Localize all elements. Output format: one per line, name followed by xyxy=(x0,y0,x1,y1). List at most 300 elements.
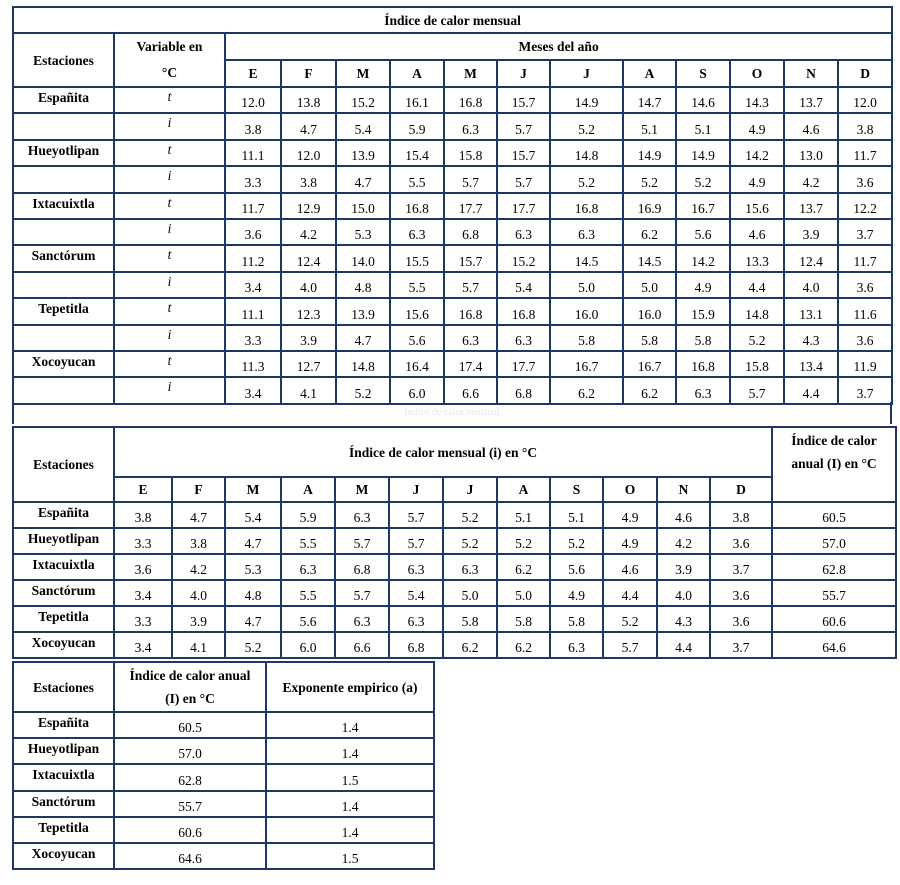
month-header: J xyxy=(497,60,550,87)
heat-index-value: 5.0 xyxy=(497,580,550,606)
annual-index-value: 60.6 xyxy=(114,817,266,843)
variable-t: t xyxy=(114,140,225,166)
table-title: Índice de calor mensual xyxy=(13,7,892,33)
station-name: Hueyotlipan xyxy=(13,738,114,764)
temperature-value: 15.9 xyxy=(676,298,730,324)
heat-index-value: 4.9 xyxy=(603,528,657,554)
month-header: N xyxy=(657,477,710,502)
heat-index-value: 5.8 xyxy=(623,325,676,351)
table-row xyxy=(13,87,892,113)
table-row xyxy=(13,843,434,869)
annual-index-value: 55.7 xyxy=(772,580,896,606)
heat-index-value: 5.0 xyxy=(443,580,497,606)
heat-index-value: 4.2 xyxy=(172,554,225,580)
heat-index-value: 3.8 xyxy=(172,528,225,554)
heat-index-value: 6.8 xyxy=(335,554,389,580)
heat-index-value: 5.5 xyxy=(281,580,335,606)
table-row xyxy=(13,219,892,245)
heat-index-value: 3.4 xyxy=(114,580,172,606)
variable-header-line-2: °C xyxy=(161,65,178,80)
variable-i: i xyxy=(114,377,225,403)
heat-index-value: 5.7 xyxy=(603,632,657,658)
heat-index-value: 3.4 xyxy=(225,272,281,298)
heat-index-value: 3.4 xyxy=(114,632,172,658)
temperature-value: 16.0 xyxy=(623,298,676,324)
annual-index-header-line-1: Índice de calor anual xyxy=(129,668,251,683)
months-header: Meses del año xyxy=(225,33,892,60)
heat-index-value: 6.3 xyxy=(444,113,497,139)
station-name: Ixtacuixtla xyxy=(13,764,114,790)
table-row xyxy=(13,298,892,324)
table-row xyxy=(13,764,434,790)
temperature-value: 12.0 xyxy=(281,140,336,166)
heat-index-value: 5.9 xyxy=(281,502,335,528)
temperature-value: 14.9 xyxy=(623,140,676,166)
separator-row xyxy=(12,402,892,424)
heat-index-value: 3.7 xyxy=(838,377,892,403)
table-row xyxy=(13,580,896,606)
annual-index-value: 62.8 xyxy=(114,764,266,790)
heat-index-value: 5.2 xyxy=(676,166,730,192)
heat-index-value: 4.6 xyxy=(603,554,657,580)
station-name: Españita xyxy=(13,502,114,528)
month-header: S xyxy=(550,477,603,502)
heat-index-value: 6.8 xyxy=(444,219,497,245)
table-row xyxy=(13,502,896,528)
temperature-value: 13.7 xyxy=(784,87,838,113)
temperature-value: 12.4 xyxy=(784,245,838,271)
heat-index-value: 4.4 xyxy=(603,580,657,606)
heat-index-value: 4.0 xyxy=(172,580,225,606)
heat-index-value: 3.6 xyxy=(838,166,892,192)
heat-index-value: 4.7 xyxy=(225,528,281,554)
heat-index-value: 5.2 xyxy=(497,528,550,554)
heat-index-value: 5.5 xyxy=(390,166,444,192)
temperature-value: 11.3 xyxy=(225,351,281,377)
heat-index-value: 3.8 xyxy=(225,113,281,139)
separator-text: Índice de calor mensual xyxy=(404,407,500,418)
heat-index-value: 3.6 xyxy=(710,528,772,554)
heat-index-value: 6.3 xyxy=(676,377,730,403)
heat-index-value: 4.3 xyxy=(657,606,710,632)
station-name-empty xyxy=(13,377,114,403)
temperature-value: 16.8 xyxy=(676,351,730,377)
heat-index-value: 5.8 xyxy=(550,606,603,632)
temperature-value: 11.6 xyxy=(838,298,892,324)
temperature-value: 17.4 xyxy=(444,351,497,377)
table-row xyxy=(13,791,434,817)
temperature-value: 16.7 xyxy=(676,193,730,219)
heat-index-value: 6.0 xyxy=(281,632,335,658)
table-row xyxy=(13,554,896,580)
temperature-value: 15.0 xyxy=(336,193,390,219)
heat-index-value: 6.3 xyxy=(335,502,389,528)
heat-index-value: 5.8 xyxy=(550,325,623,351)
station-name-empty xyxy=(13,166,114,192)
heat-index-value: 3.9 xyxy=(657,554,710,580)
heat-index-value: 3.9 xyxy=(172,606,225,632)
heat-index-value: 6.2 xyxy=(443,632,497,658)
heat-index-value: 3.9 xyxy=(281,325,336,351)
heat-index-value: 5.7 xyxy=(335,528,389,554)
temperature-value: 11.7 xyxy=(225,193,281,219)
heat-index-value: 5.7 xyxy=(389,528,443,554)
heat-index-value: 5.1 xyxy=(497,502,550,528)
heat-index-value: 4.2 xyxy=(657,528,710,554)
heat-index-value: 5.7 xyxy=(497,113,550,139)
temperature-value: 11.1 xyxy=(225,298,281,324)
temperature-value: 17.7 xyxy=(497,351,550,377)
temperature-value: 15.4 xyxy=(390,140,444,166)
month-header: S xyxy=(676,60,730,87)
heat-index-value: 3.6 xyxy=(838,325,892,351)
month-header: A xyxy=(281,477,335,502)
temperature-value: 15.8 xyxy=(444,140,497,166)
variable-t: t xyxy=(114,87,225,113)
heat-index-value: 5.7 xyxy=(389,502,443,528)
annual-index-value: 60.5 xyxy=(772,502,896,528)
temperature-value: 17.7 xyxy=(497,193,550,219)
heat-index-value: 4.8 xyxy=(225,580,281,606)
station-name: Hueyotlipan xyxy=(13,140,114,166)
table-row xyxy=(13,351,892,377)
annual-index-value: 57.0 xyxy=(772,528,896,554)
heat-index-value: 4.4 xyxy=(784,377,838,403)
heat-index-value: 5.7 xyxy=(335,580,389,606)
heat-index-value: 6.3 xyxy=(550,219,623,245)
heat-index-value: 6.3 xyxy=(389,606,443,632)
heat-index-value: 6.2 xyxy=(623,219,676,245)
heat-index-value: 3.3 xyxy=(114,606,172,632)
heat-index-value: 5.2 xyxy=(550,166,623,192)
heat-index-value: 4.9 xyxy=(550,580,603,606)
heat-index-value: 4.7 xyxy=(281,113,336,139)
variable-i: i xyxy=(114,219,225,245)
heat-index-value: 4.6 xyxy=(730,219,784,245)
heat-index-value: 6.3 xyxy=(497,219,550,245)
temperature-value: 14.9 xyxy=(550,87,623,113)
temperature-value: 13.0 xyxy=(784,140,838,166)
stations-header: Estaciones xyxy=(13,427,114,502)
heat-index-value: 6.3 xyxy=(389,554,443,580)
variable-i: i xyxy=(114,325,225,351)
heat-index-value: 4.2 xyxy=(784,166,838,192)
table-row xyxy=(13,606,896,632)
temperature-value: 15.6 xyxy=(730,193,784,219)
heat-index-value: 5.4 xyxy=(389,580,443,606)
heat-index-value: 6.3 xyxy=(390,219,444,245)
heat-index-value: 4.9 xyxy=(603,502,657,528)
variable-t: t xyxy=(114,193,225,219)
heat-index-value: 5.7 xyxy=(730,377,784,403)
temperature-value: 16.1 xyxy=(390,87,444,113)
temperature-value: 13.4 xyxy=(784,351,838,377)
heat-index-value: 5.6 xyxy=(281,606,335,632)
heat-index-value: 3.4 xyxy=(225,377,281,403)
annual-index-value: 64.6 xyxy=(114,843,266,869)
heat-index-value: 4.1 xyxy=(281,377,336,403)
temperature-value: 13.9 xyxy=(336,298,390,324)
station-name: Xocoyucan xyxy=(13,632,114,658)
station-name-empty xyxy=(13,113,114,139)
variable-header xyxy=(114,33,225,87)
temperature-value: 12.3 xyxy=(281,298,336,324)
stations-header: Estaciones xyxy=(13,33,114,87)
temperature-value: 14.5 xyxy=(550,245,623,271)
heat-index-value: 6.2 xyxy=(497,632,550,658)
table-row xyxy=(13,632,896,658)
temperature-value: 12.4 xyxy=(281,245,336,271)
annual-index-header xyxy=(114,662,266,712)
temperature-value: 14.3 xyxy=(730,87,784,113)
temperature-value: 15.7 xyxy=(497,140,550,166)
temperature-value: 14.8 xyxy=(550,140,623,166)
station-name: Sanctórum xyxy=(13,245,114,271)
exponent-value: 1.4 xyxy=(266,738,434,764)
heat-index-value: 6.3 xyxy=(497,325,550,351)
heat-index-value: 5.3 xyxy=(225,554,281,580)
temperature-value: 11.9 xyxy=(838,351,892,377)
annual-index-value: 62.8 xyxy=(772,554,896,580)
temperature-value: 15.7 xyxy=(444,245,497,271)
station-name-empty xyxy=(13,219,114,245)
temperature-value: 16.8 xyxy=(497,298,550,324)
annual-index-header-line-1: Índice de calor xyxy=(791,433,877,448)
temperature-value: 13.8 xyxy=(281,87,336,113)
heat-index-value: 5.7 xyxy=(497,166,550,192)
heat-index-value: 3.8 xyxy=(838,113,892,139)
heat-index-value: 5.2 xyxy=(443,502,497,528)
heat-index-value: 5.2 xyxy=(336,377,390,403)
temperature-value: 14.7 xyxy=(623,87,676,113)
heat-index-value: 5.5 xyxy=(281,528,335,554)
heat-index-value: 6.3 xyxy=(444,325,497,351)
heat-index-value: 5.7 xyxy=(444,272,497,298)
heat-index-value: 6.2 xyxy=(550,377,623,403)
temperature-value: 13.7 xyxy=(784,193,838,219)
month-header: M xyxy=(225,477,281,502)
heat-index-value: 4.7 xyxy=(336,325,390,351)
heat-index-value: 3.6 xyxy=(114,554,172,580)
temperature-value: 13.9 xyxy=(336,140,390,166)
temperature-value: 16.8 xyxy=(550,193,623,219)
annual-index-header xyxy=(772,427,896,502)
heat-index-value: 6.2 xyxy=(623,377,676,403)
heat-index-value: 3.6 xyxy=(225,219,281,245)
annual-index-header-line-2: (I) en °C xyxy=(165,691,215,706)
temperature-value: 16.0 xyxy=(550,298,623,324)
variable-t: t xyxy=(114,351,225,377)
heat-index-value: 6.8 xyxy=(497,377,550,403)
exponent-value: 1.4 xyxy=(266,817,434,843)
annual-index-value: 55.7 xyxy=(114,791,266,817)
station-name: Xocoyucan xyxy=(13,351,114,377)
table-row xyxy=(13,738,434,764)
station-name: Xocoyucan xyxy=(13,843,114,869)
temperature-value: 16.7 xyxy=(550,351,623,377)
heat-index-value: 4.1 xyxy=(172,632,225,658)
table-row xyxy=(13,817,434,843)
table-row xyxy=(13,140,892,166)
heat-index-value: 3.9 xyxy=(784,219,838,245)
heat-index-value: 5.2 xyxy=(603,606,657,632)
station-name: Ixtacuixtla xyxy=(13,193,114,219)
table-row xyxy=(13,272,892,298)
temperature-value: 11.7 xyxy=(838,140,892,166)
heat-index-value: 3.3 xyxy=(114,528,172,554)
station-name: Sanctórum xyxy=(13,791,114,817)
temperature-value: 11.1 xyxy=(225,140,281,166)
variable-header-line-1: Variable en xyxy=(136,39,203,54)
heat-index-value: 6.3 xyxy=(281,554,335,580)
temperature-value: 12.2 xyxy=(838,193,892,219)
heat-index-value: 3.7 xyxy=(838,219,892,245)
annual-index-value: 60.5 xyxy=(114,712,266,738)
heat-index-value: 3.6 xyxy=(838,272,892,298)
heat-index-value: 4.3 xyxy=(784,325,838,351)
heat-index-value: 6.0 xyxy=(390,377,444,403)
heat-index-value: 5.8 xyxy=(443,606,497,632)
temperature-value: 15.6 xyxy=(390,298,444,324)
temperature-value: 16.8 xyxy=(444,298,497,324)
temperature-value: 14.2 xyxy=(730,140,784,166)
temperature-value: 14.6 xyxy=(676,87,730,113)
heat-index-value: 4.7 xyxy=(172,502,225,528)
heat-index-value: 6.3 xyxy=(550,632,603,658)
annual-index-value: 57.0 xyxy=(114,738,266,764)
heat-index-value: 5.4 xyxy=(225,502,281,528)
temperature-value: 17.7 xyxy=(444,193,497,219)
monthly-heat-index-table xyxy=(12,426,897,659)
heat-index-value: 5.6 xyxy=(550,554,603,580)
heat-index-value: 4.9 xyxy=(730,166,784,192)
exponent-value: 1.5 xyxy=(266,843,434,869)
temperature-value: 14.9 xyxy=(676,140,730,166)
temperature-value: 12.7 xyxy=(281,351,336,377)
heat-index-value: 5.0 xyxy=(623,272,676,298)
heat-index-value: 5.2 xyxy=(730,325,784,351)
temperature-value: 14.8 xyxy=(336,351,390,377)
month-header: J xyxy=(389,477,443,502)
heat-index-value: 5.1 xyxy=(550,502,603,528)
temperature-value: 11.2 xyxy=(225,245,281,271)
month-header: A xyxy=(623,60,676,87)
temperature-value: 16.9 xyxy=(623,193,676,219)
variable-i: i xyxy=(114,272,225,298)
heat-index-value: 4.7 xyxy=(336,166,390,192)
heat-index-value: 6.8 xyxy=(389,632,443,658)
heat-index-value: 4.0 xyxy=(784,272,838,298)
heat-index-value: 6.3 xyxy=(443,554,497,580)
month-header: M xyxy=(444,60,497,87)
annual-index-header-line-2: anual (I) en °C xyxy=(791,456,877,471)
heat-index-value: 6.3 xyxy=(335,606,389,632)
temperature-value: 13.3 xyxy=(730,245,784,271)
station-name: Tepetitla xyxy=(13,606,114,632)
temperature-value: 16.8 xyxy=(390,193,444,219)
temperature-value: 16.4 xyxy=(390,351,444,377)
heat-index-value: 5.1 xyxy=(676,113,730,139)
station-name: Ixtacuixtla xyxy=(13,554,114,580)
month-header: F xyxy=(281,60,336,87)
variable-i: i xyxy=(114,166,225,192)
station-name: Españita xyxy=(13,87,114,113)
heat-index-value: 5.9 xyxy=(390,113,444,139)
heat-index-value: 4.6 xyxy=(657,502,710,528)
heat-index-value: 3.8 xyxy=(281,166,336,192)
table-row xyxy=(13,712,434,738)
temperature-value: 12.0 xyxy=(838,87,892,113)
heat-index-value: 3.3 xyxy=(225,325,281,351)
heat-index-value: 3.7 xyxy=(710,554,772,580)
temperature-value: 15.2 xyxy=(497,245,550,271)
annual-index-exponent-table xyxy=(12,661,435,870)
temperature-value: 14.5 xyxy=(623,245,676,271)
annual-index-value: 60.6 xyxy=(772,606,896,632)
heat-index-value: 5.8 xyxy=(497,606,550,632)
table-row xyxy=(13,166,892,192)
heat-index-value: 5.4 xyxy=(497,272,550,298)
heat-index-value: 5.6 xyxy=(676,219,730,245)
month-header: N xyxy=(784,60,838,87)
month-header-row xyxy=(13,477,896,502)
table-row xyxy=(13,377,892,403)
heat-index-value: 4.9 xyxy=(676,272,730,298)
monthly-index-header: Índice de calor mensual (i) en °C xyxy=(114,427,772,477)
variable-i: i xyxy=(114,113,225,139)
heat-index-value: 3.6 xyxy=(710,606,772,632)
temperature-value: 13.1 xyxy=(784,298,838,324)
month-header: D xyxy=(710,477,772,502)
heat-index-value: 5.1 xyxy=(623,113,676,139)
exponent-value: 1.4 xyxy=(266,712,434,738)
temperature-value: 15.5 xyxy=(390,245,444,271)
temperature-value: 14.2 xyxy=(676,245,730,271)
heat-index-value: 6.6 xyxy=(444,377,497,403)
month-header: O xyxy=(730,60,784,87)
month-header: M xyxy=(335,477,389,502)
temperature-value: 12.9 xyxy=(281,193,336,219)
month-header: E xyxy=(225,60,281,87)
month-header: O xyxy=(603,477,657,502)
heat-index-value: 5.6 xyxy=(390,325,444,351)
heat-index-value: 4.0 xyxy=(281,272,336,298)
heat-index-value: 3.8 xyxy=(114,502,172,528)
heat-index-value: 5.2 xyxy=(225,632,281,658)
variable-t: t xyxy=(114,298,225,324)
heat-index-value: 4.7 xyxy=(225,606,281,632)
heat-index-value: 6.2 xyxy=(497,554,550,580)
table-row xyxy=(13,325,892,351)
month-header: M xyxy=(336,60,390,87)
heat-index-value: 4.4 xyxy=(657,632,710,658)
variable-t: t xyxy=(114,245,225,271)
temperature-value: 15.8 xyxy=(730,351,784,377)
temperature-value: 14.0 xyxy=(336,245,390,271)
heat-index-value: 4.4 xyxy=(730,272,784,298)
month-header: A xyxy=(390,60,444,87)
stations-header: Estaciones xyxy=(13,662,114,712)
month-header: A xyxy=(497,477,550,502)
heat-index-value: 5.2 xyxy=(550,113,623,139)
exponent-value: 1.5 xyxy=(266,764,434,790)
station-name: Tepetitla xyxy=(13,298,114,324)
month-header: F xyxy=(172,477,225,502)
table-row xyxy=(13,528,896,554)
month-header: D xyxy=(838,60,892,87)
temperature-value: 14.8 xyxy=(730,298,784,324)
heat-index-value: 5.8 xyxy=(676,325,730,351)
